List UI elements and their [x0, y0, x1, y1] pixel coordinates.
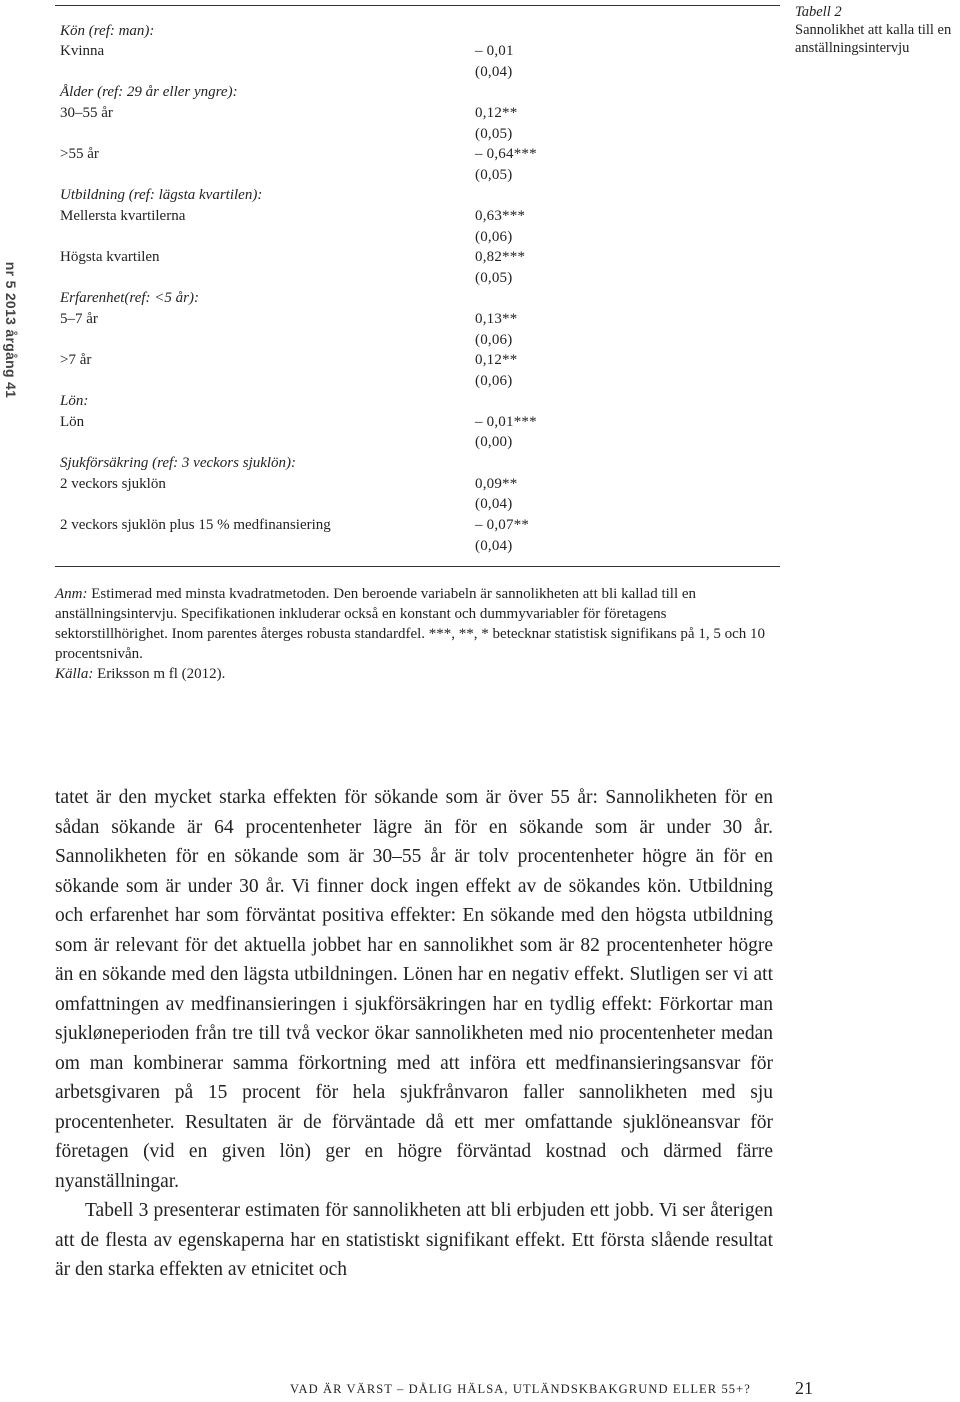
- table-row: [60, 103, 540, 123]
- row-value: (0,04): [475, 496, 513, 512]
- table-row: [60, 144, 540, 164]
- row-value: – 0,01***: [475, 414, 537, 430]
- row-value: 0,63***: [475, 208, 526, 224]
- row-value: (0,06): [475, 332, 513, 348]
- source-label: Källa:: [55, 666, 94, 682]
- table-row: [60, 391, 540, 411]
- table-row: [60, 432, 540, 452]
- row-value: (0,05): [475, 167, 513, 183]
- note-paragraph: [55, 584, 775, 664]
- table-row: [60, 124, 540, 144]
- table-row: [60, 41, 540, 61]
- row-label: Mellersta kvartilerna: [60, 208, 186, 224]
- row-label: >55 år: [60, 146, 99, 162]
- source-text: Eriksson m fl (2012).: [93, 666, 226, 682]
- table-row: [60, 82, 540, 102]
- row-value: (0,05): [475, 126, 513, 142]
- table-row: [60, 288, 540, 308]
- row-label: >7 år: [60, 352, 92, 368]
- row-value: 0,13**: [475, 311, 518, 327]
- body-paragraph: Tabell 3 presenterar estimaten för sannolikheten att bli erbjuden ett jobb. Vi ser återigen att de flesta av egenskaperna har en statistiskt signifikant effekt. Ett första slående resultat är den starka effekten av etnicitet och: [55, 1200, 773, 1280]
- row-value: (0,06): [475, 229, 513, 245]
- table-row: [60, 62, 540, 82]
- table-row: [60, 330, 540, 350]
- row-value: 0,09**: [475, 476, 518, 492]
- journal-side-label: [0, 250, 22, 410]
- table-row: [60, 453, 540, 473]
- row-value: (0,04): [475, 64, 513, 80]
- row-label: Ålder (ref: 29 år eller yngre):: [60, 84, 238, 100]
- page-number: 21: [795, 1378, 813, 1398]
- table-caption: [795, 3, 960, 57]
- row-label: Erfarenhet(ref: <5 år):: [60, 290, 199, 306]
- table-row: [60, 185, 540, 205]
- table-row: [60, 309, 540, 329]
- table-top-rule: [55, 5, 780, 6]
- table-row: [60, 412, 540, 432]
- source-paragraph: [55, 664, 775, 684]
- row-value: – 0,64***: [475, 146, 537, 162]
- body-text: [55, 783, 773, 1285]
- table-row: [60, 21, 540, 41]
- table-row: [60, 350, 540, 370]
- table-row: [60, 536, 540, 556]
- row-label: 30–55 år: [60, 105, 113, 121]
- row-label: Högsta kvartilen: [60, 249, 160, 265]
- page-footer: [290, 1378, 930, 1402]
- row-value: 0,12**: [475, 352, 518, 368]
- table-row: [60, 494, 540, 514]
- row-label: Kön (ref: man):: [60, 23, 155, 39]
- caption-text: Sannolikhet att kalla till en anställningsintervju: [795, 22, 952, 56]
- row-label: 2 veckors sjuklön: [60, 476, 166, 492]
- table-row: [60, 371, 540, 391]
- table-row: [60, 165, 540, 185]
- table-row: [60, 206, 540, 226]
- body-paragraph: tatet är den mycket starka effekten för sökande som är över 55 år: Sannolikheten för en sådan sökande är 64 procentenheter lägre än för en sökande som är under 30 år. Sannolikheten för en sökande som är 30–55 år är tolv procentenheter högre än för en sökande som är under 30 år. Vi finner dock ingen effekt av de sökandes kön. Utbildning och erfarenhet har som förväntat positiva effekter: En sökande med den högsta utbildning som är relevant för det aktuella jobbet har en sannolikhet som är 82 procentenheter högre än en sökande med den lägsta utbildningen. Lönen har en negativ effekt. Slutligen ser vi att omfattningen av medfinansieringen i sjukförsäkringen har en tydlig effekt: Förkortar man sjukløneperioden från tre till två veckor ökar sannolikheten med nio procentenheter medan om man kombinerar samma förkortning med att införa ett medfinansieringsansvar för arbetsgivaren på 15 procent för hela sjukfrånvaron faller sannolikheten med sju procentenheter. Resultaten är de förväntade då ett mer omfattande sjuklöneansvar för företagen (vid en given lön) ger en högre förväntad kostnad och därmed färre nyanställningar.: [55, 787, 773, 1192]
- note-anm-label: Anm:: [55, 586, 88, 602]
- journal-issue-text: nr 5 2013 årgång 41: [3, 261, 19, 399]
- row-label: Lön:: [60, 393, 89, 409]
- running-title: VAD ÄR VÄRST – DÅLIG HÄLSA, UTLÄNDSKBAKGRUND ELLER 55+?: [290, 1382, 751, 1396]
- row-value: (0,06): [475, 373, 513, 389]
- caption-title: Tabell 2: [795, 4, 842, 20]
- row-value: (0,05): [475, 270, 513, 286]
- row-value: (0,00): [475, 434, 513, 450]
- table-row: [60, 227, 540, 247]
- row-value: – 0,07**: [475, 517, 530, 533]
- table-row: [60, 474, 540, 494]
- table-bottom-rule: [55, 566, 780, 567]
- table-note: [55, 584, 775, 684]
- row-label: Kvinna: [60, 43, 105, 59]
- row-value: 0,12**: [475, 105, 518, 121]
- table-row: [60, 268, 540, 288]
- row-label: Lön: [60, 414, 85, 430]
- row-label: Utbildning (ref: lägsta kvartilen):: [60, 187, 263, 203]
- table-row: [60, 247, 540, 267]
- row-value: (0,04): [475, 538, 513, 554]
- table-row: [60, 515, 540, 535]
- row-value: – 0,01: [475, 43, 514, 59]
- row-label: 2 veckors sjuklön plus 15 % medfinansiering: [60, 517, 331, 533]
- row-value: 0,82***: [475, 249, 526, 265]
- row-label: Sjukförsäkring (ref: 3 veckors sjuklön):: [60, 455, 297, 471]
- note-anm-text: Estimerad med minsta kvadratmetoden. Den beroende variabeln är sannolikheten att bli kallad till en anställningsintervju. Specifikationen inkluderar också en konstant och dummyvariabler för företagens sektorstillhörighet. Inom parentes återges robusta standardfel. ***, **, * betecknar statistisk signifikans på 1, 5 och 10 procentsnivån.: [55, 586, 765, 662]
- row-label: 5–7 år: [60, 311, 98, 327]
